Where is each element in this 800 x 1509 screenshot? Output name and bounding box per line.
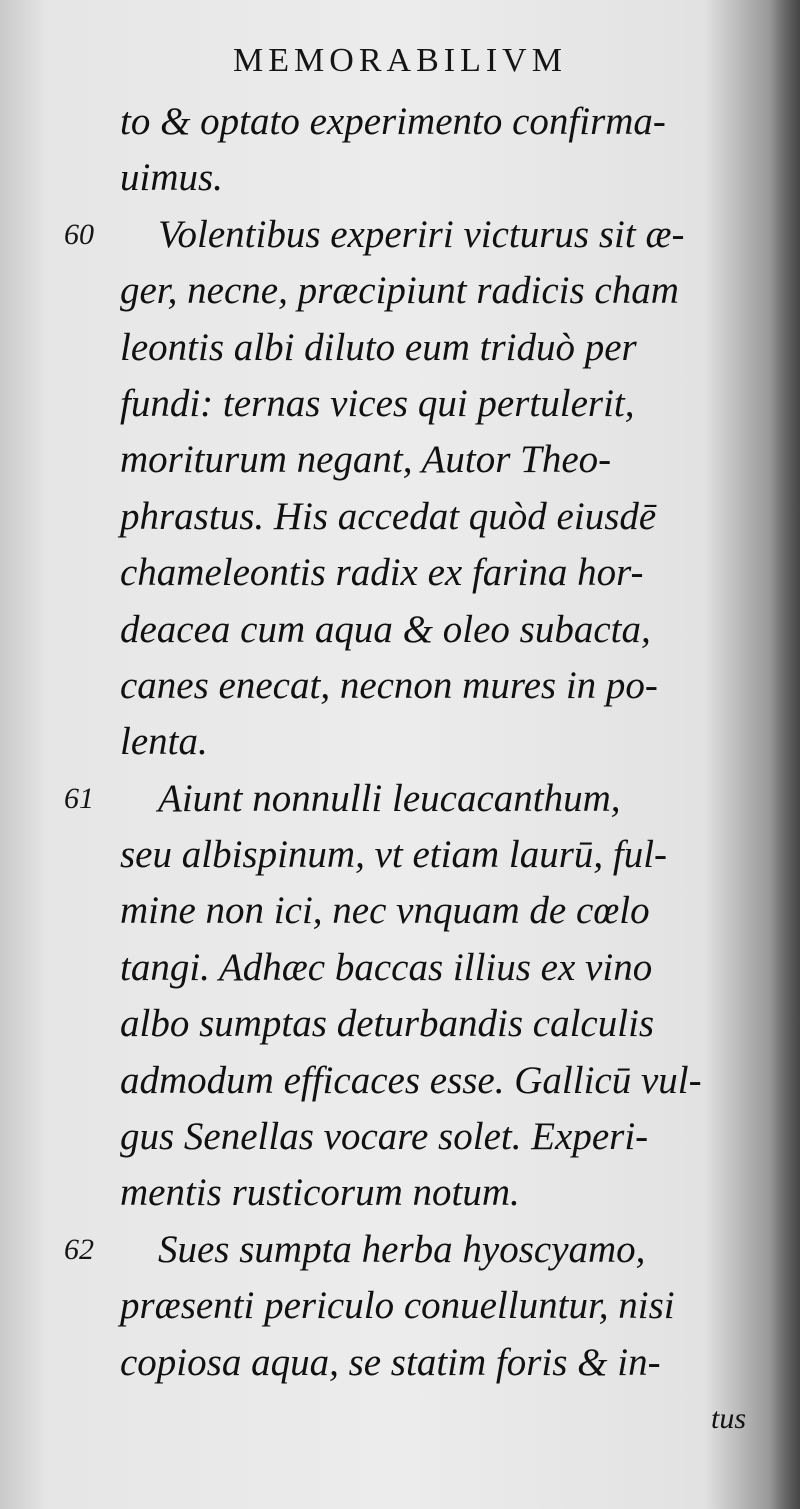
text-line: gus Senellas vocare solet. Experi- — [120, 1115, 649, 1159]
text-line: Sues sumpta herba hyoscyamo, — [158, 1227, 646, 1271]
text-line: deacea cum aqua & oleo subacta, — [120, 607, 651, 651]
text-line: fundi: ternas vices qui pertulerit, — [120, 381, 635, 425]
body-text — [64, 94, 760, 1447]
text-line: mentis rusticorum notum. — [120, 1171, 520, 1215]
text-line: Volentibus experiri victurus sit æ- — [158, 212, 685, 256]
paragraph-number: 62 — [64, 1232, 94, 1266]
text-line: to & optato experimento confirma- — [120, 100, 666, 143]
catchword: tus — [710, 1401, 746, 1435]
text-line: mine non ici, nec vnquam de cœlo — [120, 889, 650, 933]
text-line: albo sumptas deturbandis calculis — [120, 1002, 655, 1046]
text-line: ger, necne, præcipiunt radicis cham — [120, 269, 679, 313]
text-line: Aiunt nonnulli leucacanthum, — [158, 776, 621, 820]
page-gutter-shadow — [770, 0, 800, 1509]
paragraph-number: 61 — [64, 781, 94, 815]
text-line: phrastus. His accedat quòd eiusdē — [120, 494, 657, 538]
text-line: uimus. — [120, 156, 223, 200]
text-line: leontis albi diluto eum triduò per — [120, 325, 637, 369]
text-line: tangi. Adhæc baccas illius ex vino — [120, 945, 653, 989]
paragraph-start-line — [64, 1222, 760, 1278]
text-line: chameleontis radix ex farina hor- — [120, 551, 644, 595]
text-line: admodum efficaces esse. Gallicū vul- — [120, 1058, 702, 1102]
text-line: præsenti periculo conuelluntur, nisi — [120, 1284, 675, 1328]
running-head: MEMORABILIVM — [233, 42, 567, 79]
text-line: copiosa aqua, se statim foris & in- — [120, 1340, 661, 1384]
text-line: seu albispinum, vt etiam laurū, ful- — [120, 833, 668, 877]
paragraph-start-line — [64, 771, 760, 827]
paragraph-number: 60 — [64, 217, 94, 251]
text-line: moriturum negant, Autor Theo- — [120, 438, 612, 482]
text-line: lenta. — [120, 720, 208, 764]
paragraph-start-line — [64, 207, 760, 263]
text-line: canes enecat, necnon mures in po- — [120, 663, 658, 707]
